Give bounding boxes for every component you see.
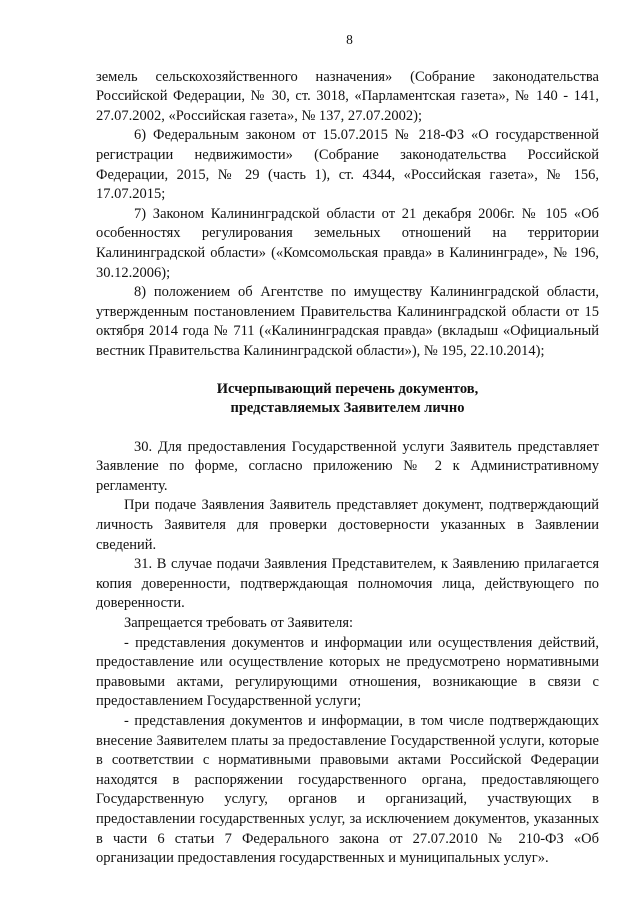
document-page xyxy=(96,30,599,869)
paragraph-prohibition-2: - представления документов и информации, в том числе подтверждающих внесение Заявителем платы за предоставление Государственной услуги, которые в соответствии с нормативными правовыми актами Российской Федерации находятся в распоряжении государственного органа, предоставляющего Государственную услугу, органов и организаций, участвующих в предоставлении государственных услуг, за исключением документов, указанных в части 6 статьи 7 Федерального закона от 27.07.2010 № 210-ФЗ «Об организации предоставления государственных и муниципальных услуг». xyxy=(96,713,599,867)
page-number: 8 xyxy=(346,32,353,47)
paragraph-prohibition-intro: Запрещается требовать от Заявителя: xyxy=(124,615,354,632)
paragraph-item-7: 7) Законом Калининградской области от 21 декабря 2006г. № 105 «Об особенностях регулирования земельных отношений на территории Калининградской области» («Комсомольская правда» в Калининграде», № 196, 30.12.2006); xyxy=(96,205,599,281)
paragraph-identity-document: При подаче Заявления Заявитель представляет документ, подтверждающий личность Заявителя для проверки достоверности указанных в Заявлении сведений. xyxy=(96,497,599,553)
section-heading-line-1: Исчерпывающий перечень документов, xyxy=(216,380,479,397)
paragraph-item-6: 6) Федеральным законом от 15.07.2015 № 218-ФЗ «О государственной регистрации недвижимости» (Собрание законодательства Российской Федерации, 2015, № 29 (часть 1), ст. 4344, «Российская газета», № 156, 17.07.2015; xyxy=(96,127,599,203)
paragraph-prohibition-1: - представления документов и информации или осуществления действий, предоставление или осуществление которых не предусмотрено нормативными правовыми актами, регулирующими отношения, возникающие в связи с предоставлением Государственной услуги; xyxy=(96,634,599,710)
paragraph-item-8: 8) положением об Агентстве по имуществу Калининградской области, утвержденным постановлением Правительства Калининградской области от 15 октября 2014 года № 711 («Калининградская правда» (вкладыш «Официальный вестник Правительства Калининградской области»), № 195, 22.10.2014); xyxy=(96,284,599,359)
paragraph-item-31: 31. В случае подачи Заявления Представителем, к Заявлению прилагается копия доверенности, подтверждающая полномочия лица, действующего по доверенности. xyxy=(96,556,599,612)
paragraph-item-30: 30. Для предоставления Государственной услуги Заявитель представляет Заявление по форме, согласно приложению № 2 к Административному регламенту. xyxy=(96,438,599,494)
section-heading xyxy=(96,380,599,419)
paragraph-land-law-citation: земель сельскохозяйственного назначения» (Собрание законодательства Российской Федерации, № 30, ст. 3018, «Парламентская газета», № 140 - 141, 27.07.2002, «Российская газета», № 137, 27.07.2002); xyxy=(96,68,599,124)
section-heading-line-2: представляемых Заявителем лично xyxy=(230,400,465,417)
